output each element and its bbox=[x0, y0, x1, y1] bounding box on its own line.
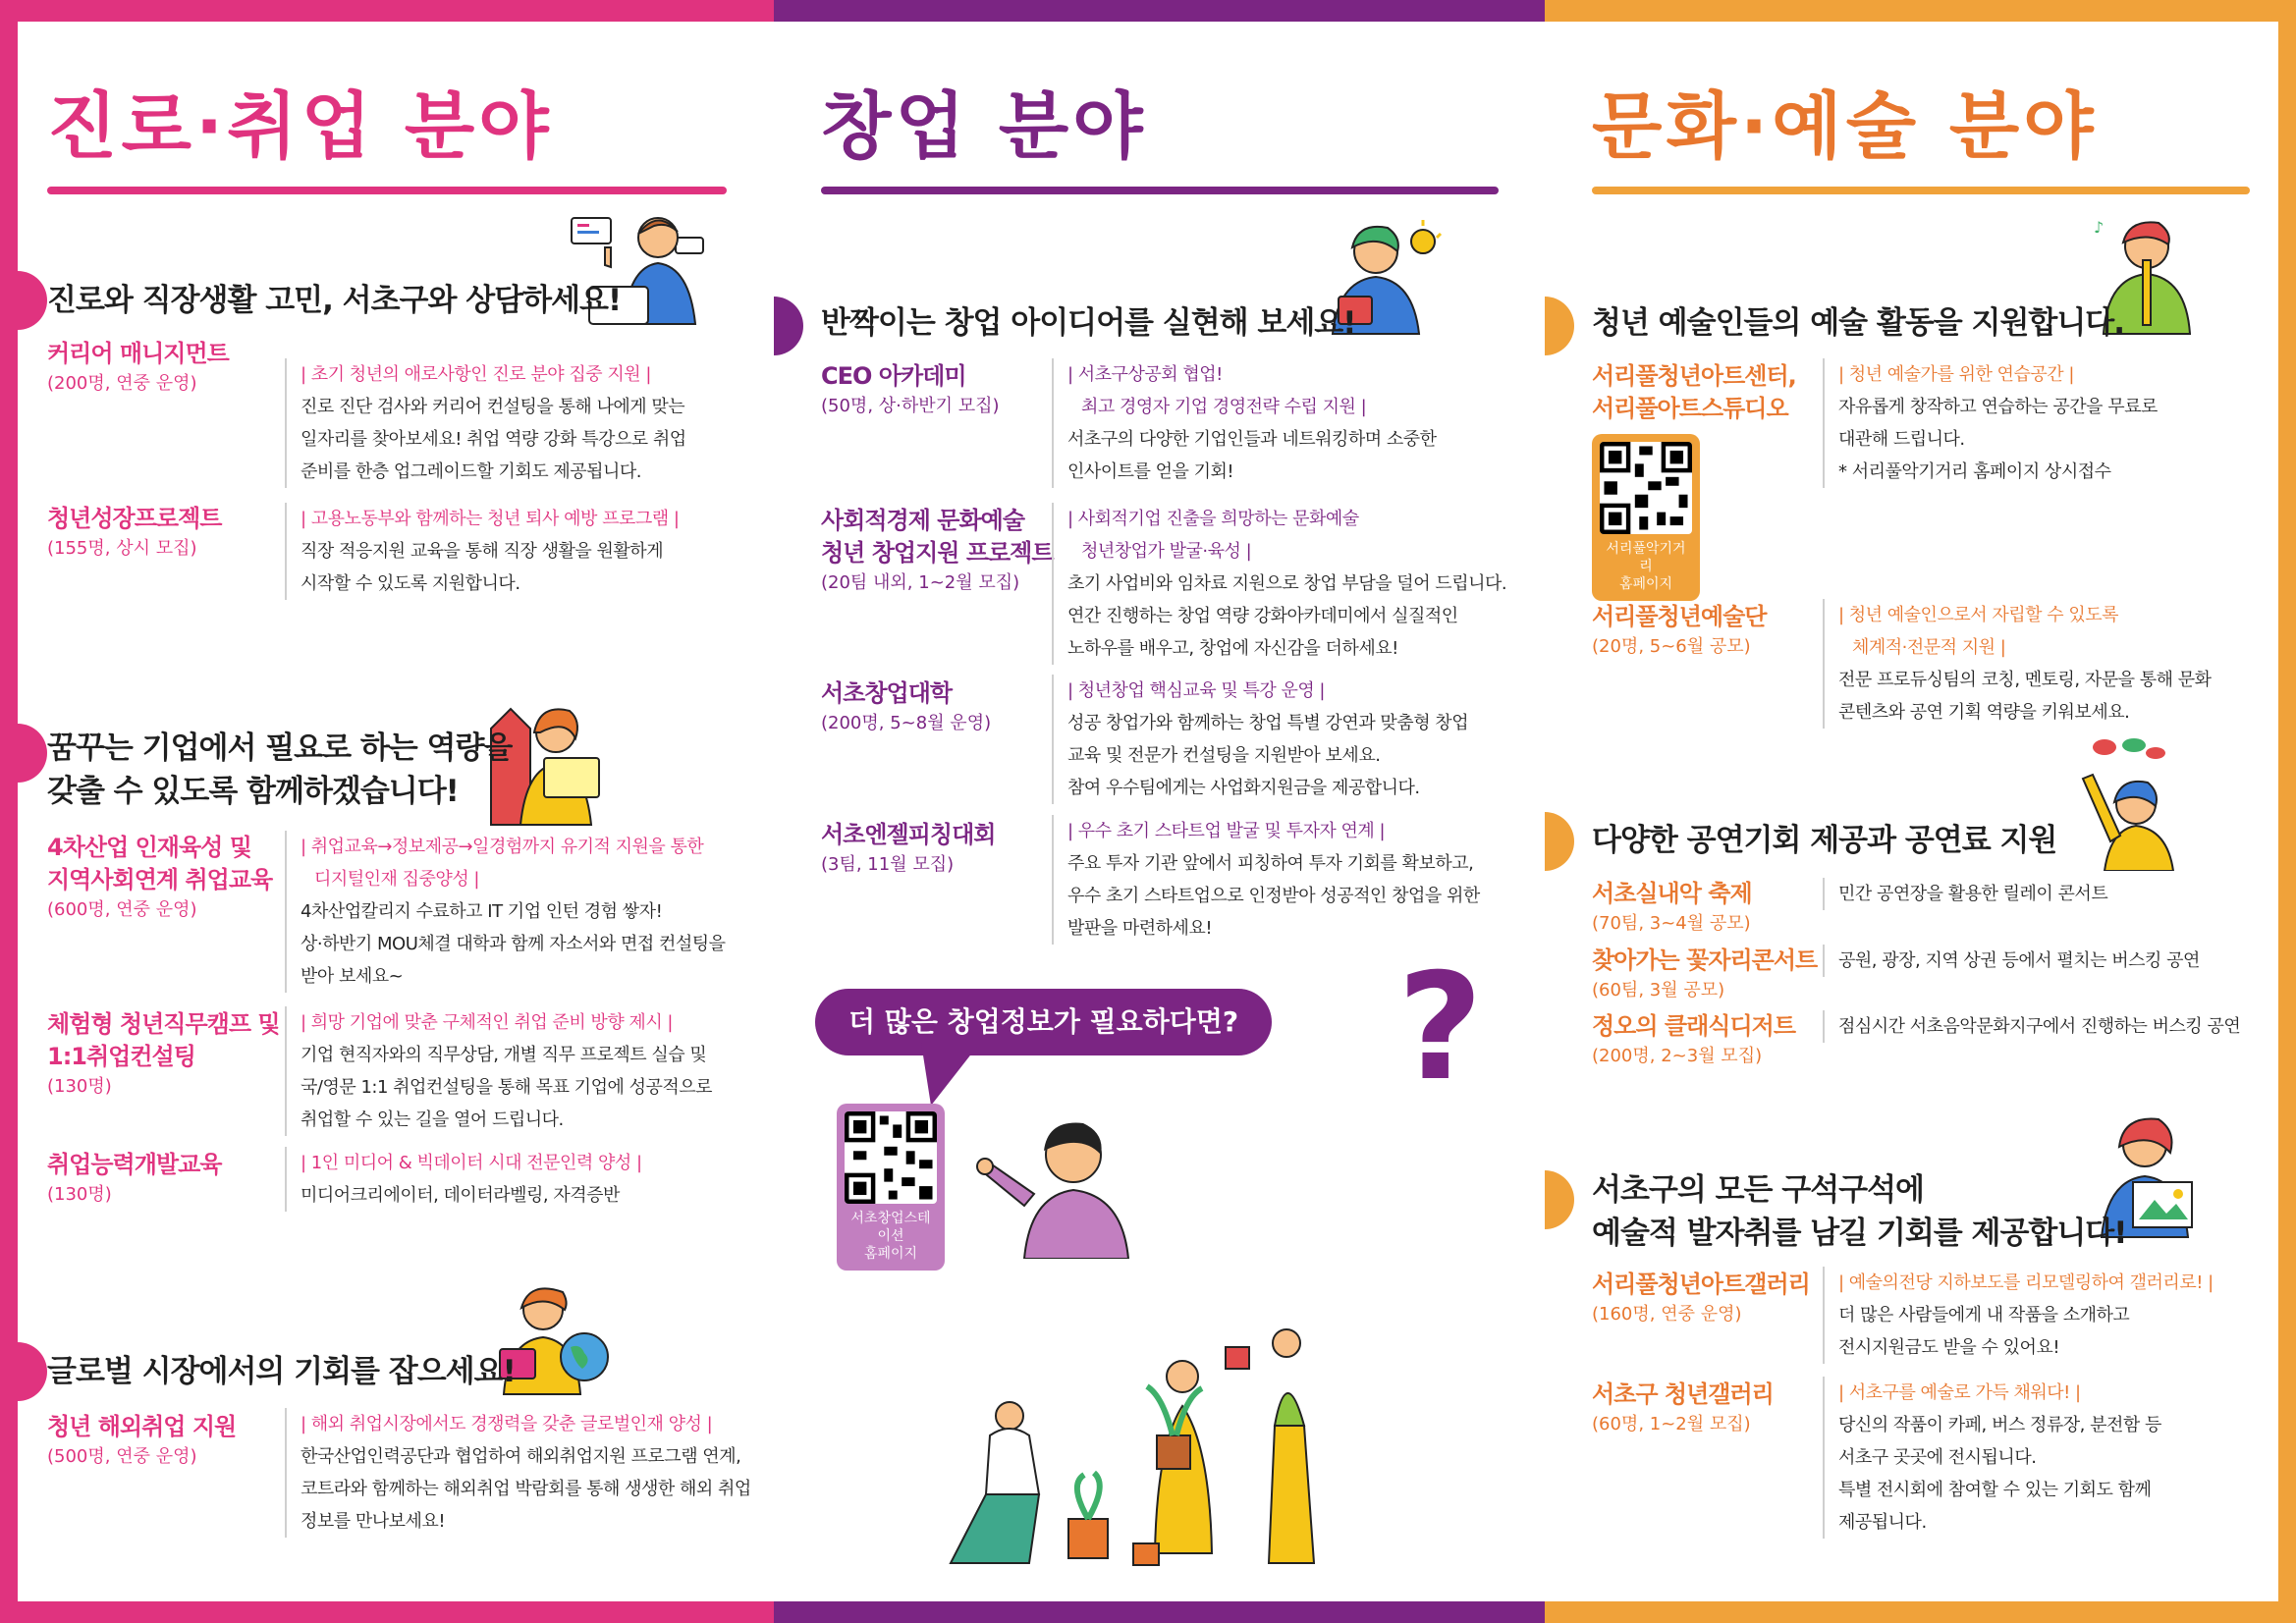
program-description bbox=[1823, 878, 2284, 910]
program-tag: 청년창업가 발굴·육성 | bbox=[1081, 541, 1252, 562]
instrument-street-qr[interactable] bbox=[1592, 434, 1700, 601]
program-tag: | 청년창업 핵심교육 및 특강 운영 | bbox=[1067, 680, 1326, 701]
program-description bbox=[1823, 599, 2274, 729]
program-name: 서리풀청년예술단 bbox=[1592, 603, 1767, 630]
program-meta: (130명) bbox=[47, 1076, 112, 1097]
description-line: * 서리풀악기거리 홈페이지 상시접수 bbox=[1838, 461, 2111, 482]
top-color-bar bbox=[0, 0, 2296, 22]
description-line: 국/영문 1:1 취업컨설팅을 통해 목표 기업에 성공적으로 bbox=[301, 1077, 713, 1098]
description-line: 더 많은 사람들에게 내 작품을 소개하고 bbox=[1838, 1305, 2130, 1325]
program-description bbox=[1052, 815, 1523, 945]
section-heading: 글로벌 시장에서의 기회를 잡으세요! bbox=[47, 1354, 516, 1389]
heading-line: 갖출 수 있도록 함께하겠습니다! bbox=[47, 774, 459, 809]
section-heading: 반짝이는 창업 아이디어를 실현해 보세요! bbox=[821, 305, 1356, 341]
program-description bbox=[285, 503, 746, 600]
section-marker bbox=[18, 1342, 47, 1401]
program-name: 청년 해외취업 지원 bbox=[47, 1413, 237, 1440]
description-line: 인사이트를 얻을 기회! bbox=[1067, 461, 1234, 482]
program-tag: | 사회적기업 진출을 희망하는 문화예술 bbox=[1067, 509, 1359, 529]
description-line: 기업 현직자와의 직무상담, 개별 직무 프로젝트 실습 및 bbox=[301, 1045, 707, 1065]
description-line: 제공됩니다. bbox=[1838, 1512, 1927, 1533]
description-line: 정보를 만나보세요! bbox=[301, 1511, 446, 1532]
qr-caption: 홈페이지 bbox=[863, 1246, 918, 1262]
startup-station-qr[interactable] bbox=[837, 1104, 945, 1271]
description-line: 주요 투자 기관 앞에서 피칭하여 투자 기회를 확보하고, bbox=[1067, 853, 1474, 874]
program-tag: | 초기 청년의 애로사항인 진로 분야 집중 지원 | bbox=[301, 364, 651, 385]
program-meta: (200명, 2~3월 모집) bbox=[1592, 1046, 1763, 1066]
program-name: 찾아가는 꽃자리콘서트 bbox=[1592, 947, 1818, 974]
program-angel-pitching bbox=[821, 819, 1057, 879]
description-line: 코트라와 함께하는 해외취업 박람회를 통해 생생한 해외 취업 bbox=[301, 1479, 751, 1499]
pointing-person-illustration bbox=[975, 1111, 1142, 1263]
description-line: 초기 사업비와 임차료 지원으로 창업 부담을 덜어 드립니다. bbox=[1067, 573, 1507, 594]
program-name: 서리풀청년아트센터, bbox=[1592, 362, 1796, 390]
description-line: 특별 전시회에 참여할 수 있는 기회도 함께 bbox=[1838, 1480, 2152, 1500]
startup-column bbox=[774, 22, 1545, 1601]
program-description bbox=[1823, 1377, 2284, 1539]
heading-line: 예술적 발자취를 남길 기회를 제공합니다! bbox=[1592, 1216, 2127, 1251]
program-tag: | 취업교육→정보제공→일경험까지 유기적 지원을 통한 bbox=[301, 837, 704, 857]
section-heading: 진로와 직장생활 고민, 서초구와 상담하세요! bbox=[47, 283, 622, 318]
question-mark-icon: ? bbox=[1397, 943, 1484, 1113]
description-line: 대관해 드립니다. bbox=[1838, 429, 1965, 450]
program-description bbox=[1823, 945, 2284, 977]
program-ceo-academy bbox=[821, 360, 1057, 420]
description-line: 참여 우수팀에게는 사업화지원금을 제공합니다. bbox=[1067, 778, 1420, 798]
description-line: 상·하반기 MOU체결 대학과 함께 자소서와 면접 컨설팅을 bbox=[301, 934, 726, 954]
program-name: 서초엔젤피칭대회 bbox=[821, 821, 996, 848]
description-line: 취업할 수 있는 길을 열어 드립니다. bbox=[301, 1109, 564, 1130]
program-tag: | 희망 기업에 맞춘 구체적인 취업 준비 방향 제시 | bbox=[301, 1012, 673, 1033]
program-name: 취업능력개발교육 bbox=[47, 1151, 222, 1178]
program-description bbox=[285, 1147, 756, 1212]
program-description bbox=[1823, 1010, 2284, 1043]
description-line: 점심시간 서초음악문화지구에서 진행하는 버스킹 공연 bbox=[1838, 1016, 2241, 1037]
program-tag: | 1인 미디어 & 빅데이터 시대 전문인력 양성 | bbox=[301, 1153, 642, 1173]
program-name: 서초구 청년갤러리 bbox=[1592, 1380, 1774, 1408]
program-chamber-festival bbox=[1592, 878, 1828, 938]
program-description bbox=[1052, 358, 1523, 488]
description-line: 전문 프로듀싱팀의 코칭, 멘토링, 자문을 통해 문화 bbox=[1838, 670, 2212, 690]
program-job-camp bbox=[47, 1008, 288, 1101]
heading-line: 서초구의 모든 구석구석에 bbox=[1592, 1172, 1924, 1208]
qr-code-icon bbox=[845, 1111, 937, 1204]
program-name: 사회적경제 문화예술 bbox=[821, 507, 1025, 534]
bubble-tail bbox=[921, 1043, 990, 1111]
qr-caption: 서초창업스테이션 bbox=[850, 1211, 931, 1244]
program-name: 지역사회연계 취업교육 bbox=[47, 866, 273, 893]
program-name: 서리풀청년아트갤러리 bbox=[1592, 1271, 1810, 1298]
description-line: 진로 진단 검사와 커리어 컨설팅을 통해 나에게 맞는 bbox=[301, 397, 685, 417]
description-line: 직장 적응지원 교육을 통해 직장 생활을 원활하게 bbox=[301, 541, 664, 562]
section-marker bbox=[18, 271, 47, 330]
description-line: 성공 창업가와 함께하는 창업 특별 강연과 맞춤형 창업 bbox=[1067, 713, 1469, 733]
program-youth-art-troupe bbox=[1592, 601, 1828, 661]
program-name: 커리어 매니지먼트 bbox=[47, 340, 229, 367]
program-meta: (155명, 상시 모집) bbox=[47, 538, 197, 559]
section-marker bbox=[18, 724, 47, 783]
program-tag: | 서초구상공회 협업! bbox=[1067, 364, 1223, 385]
description-line: 받아 보세요~ bbox=[301, 966, 404, 987]
program-description bbox=[285, 1408, 766, 1538]
program-meta: (20팀 내외, 1~2월 모집) bbox=[821, 572, 1020, 593]
description-line: 공원, 광장, 지역 상권 등에서 펼치는 버스킹 공연 bbox=[1838, 950, 2200, 971]
description-line: 일자리를 찾아보세요! 취업 역량 강화 특강으로 취업 bbox=[301, 429, 686, 450]
qr-caption: 홈페이지 bbox=[1618, 576, 1673, 592]
svg-text:♪: ♪ bbox=[2094, 218, 2105, 237]
program-tag: | 청년 예술가를 위한 연습공간 | bbox=[1838, 364, 2074, 385]
program-meta: (50명, 상·하반기 모집) bbox=[821, 396, 1000, 416]
description-line: 노하우를 배우고, 창업에 자신감을 더하세요! bbox=[1067, 638, 1398, 659]
career-column bbox=[0, 22, 774, 1601]
description-line: 교육 및 전문가 컨설팅을 지원받아 보세요. bbox=[1067, 745, 1381, 766]
program-description bbox=[285, 831, 756, 993]
program-description bbox=[1823, 1267, 2284, 1364]
description-line: 우수 초기 스타트업으로 인정받아 성공적인 창업을 위한 bbox=[1067, 886, 1480, 906]
program-tag: 최고 경영자 기업 경영전략 수립 지원 | bbox=[1081, 397, 1367, 417]
startup-title: 창업 분야 bbox=[821, 84, 1147, 169]
description-line: 발판을 마련하세요! bbox=[1067, 918, 1213, 939]
program-description bbox=[285, 1006, 756, 1136]
program-meta: (600명, 연중 운영) bbox=[47, 899, 197, 920]
description-line: 당신의 작품이 카페, 버스 정류장, 분전함 등 bbox=[1838, 1415, 2161, 1435]
program-social-economy bbox=[821, 505, 1062, 597]
program-name: CEO 아카데미 bbox=[821, 362, 966, 390]
description-line: 전시지원금도 받을 수 있어요! bbox=[1838, 1337, 2060, 1358]
section-marker bbox=[1545, 1170, 1574, 1229]
qr-caption: 서리풀악기거리 bbox=[1606, 541, 1686, 574]
program-tag: | 서초구를 예술로 가득 채워다! | bbox=[1838, 1382, 2081, 1403]
program-noon-classic bbox=[1592, 1010, 1828, 1070]
program-youth-art-gallery bbox=[1592, 1269, 1828, 1328]
description-line: 서초구의 다양한 기업인들과 네트워킹하며 소중한 bbox=[1067, 429, 1437, 450]
program-name: 서리풀아트스튜디오 bbox=[1592, 395, 1788, 422]
program-seoripul-art-center bbox=[1592, 360, 1828, 425]
description-line: 서초구 곳곳에 전시됩니다. bbox=[1838, 1447, 2037, 1468]
program-meta: (3팀, 11월 모집) bbox=[821, 854, 955, 875]
bottom-color-bar bbox=[0, 1601, 2296, 1623]
painter-illustration bbox=[2065, 733, 2193, 875]
program-description bbox=[1052, 503, 1523, 665]
section-marker bbox=[1545, 297, 1574, 355]
description-line: 자유롭게 창작하고 연습하는 공간을 무료로 bbox=[1838, 397, 2158, 417]
program-description bbox=[285, 358, 746, 488]
program-meta: (160명, 연중 운영) bbox=[1592, 1304, 1742, 1325]
more-info-bubble: 더 많은 창업정보가 필요하다면? bbox=[815, 989, 1272, 1055]
program-name: 4차산업 인재육성 및 bbox=[47, 834, 251, 861]
program-description bbox=[1823, 358, 2274, 488]
program-flower-concert bbox=[1592, 945, 1828, 1004]
startup-title-rule bbox=[821, 187, 1499, 194]
program-meta: (60명, 1~2월 모집) bbox=[1592, 1414, 1751, 1434]
culture-title-rule bbox=[1592, 187, 2250, 194]
section-heading bbox=[47, 727, 512, 813]
program-tag: | 해외 취업시장에서도 경쟁력을 갖춘 글로벌인재 양성 | bbox=[301, 1414, 713, 1434]
career-title: 진로·취업 분야 bbox=[47, 84, 553, 169]
program-job-skills bbox=[47, 1149, 288, 1209]
program-description bbox=[1052, 675, 1523, 804]
program-seocho-youth-gallery bbox=[1592, 1379, 1828, 1438]
program-meta: (200명, 5~8월 운영) bbox=[821, 713, 992, 733]
qr-code-icon bbox=[1600, 442, 1692, 534]
section-marker bbox=[1545, 812, 1574, 871]
description-line: 콘텐츠와 공연 기획 역량을 키워보세요. bbox=[1838, 702, 2130, 723]
program-tag: 체계적·전문적 지원 | bbox=[1852, 637, 2006, 658]
section-marker bbox=[774, 297, 803, 355]
culture-column bbox=[1545, 22, 2296, 1601]
program-tag: | 고용노동부와 함께하는 청년 퇴사 예방 프로그램 | bbox=[301, 509, 680, 529]
program-youth-growth bbox=[47, 503, 283, 563]
program-meta: (500명, 연중 운영) bbox=[47, 1446, 197, 1467]
description-line: 미디어크리에이터, 데이터라벨링, 자격증반 bbox=[301, 1185, 620, 1206]
section-heading bbox=[1592, 1168, 2126, 1255]
program-name: 서초창업대학 bbox=[821, 679, 953, 707]
section-heading: 청년 예술인들의 예술 활동을 지원합니다. bbox=[1592, 305, 2125, 341]
program-meta: (200명, 연중 운영) bbox=[47, 373, 197, 394]
heading-line: 꿈꾸는 기업에서 필요로 하는 역량을 bbox=[47, 730, 513, 766]
program-tag: | 예술의전당 지하보도를 리모델링하여 갤러리로! | bbox=[1838, 1272, 2214, 1293]
program-name: 청년 창업지원 프로젝트 bbox=[821, 539, 1054, 567]
program-startup-college bbox=[821, 677, 1057, 737]
program-overseas-job bbox=[47, 1411, 288, 1471]
program-tag: | 청년 예술인으로서 자립할 수 있도록 bbox=[1838, 605, 2118, 625]
description-line: 4차산업칼리지 수료하고 IT 기업 인턴 경험 쌓자! bbox=[301, 901, 663, 922]
description-line: 한국산업인력공단과 협업하여 해외취업지원 프로그램 연계, bbox=[301, 1446, 741, 1467]
culture-title: 문화·예술 분야 bbox=[1592, 84, 2098, 169]
description-line: 준비를 한층 업그레이드할 기회도 제공됩니다. bbox=[301, 461, 641, 482]
program-meta: (70팀, 3~4월 공모) bbox=[1592, 913, 1751, 934]
program-name: 청년성장프로젝트 bbox=[47, 505, 222, 532]
program-career-management bbox=[47, 338, 283, 398]
program-name: 서초실내악 축제 bbox=[1592, 880, 1752, 907]
program-tag: 디지털인재 집중양성 | bbox=[314, 869, 479, 890]
description-line: 연간 진행하는 창업 역량 강화아카데미에서 실질적인 bbox=[1067, 606, 1458, 626]
program-4th-industry bbox=[47, 832, 288, 924]
program-name: 체험형 청년직무캠프 및 bbox=[47, 1010, 280, 1038]
program-name: 1:1취업컨설팅 bbox=[47, 1043, 195, 1070]
description-line: 민간 공연장을 활용한 릴레이 콘서트 bbox=[1838, 884, 2108, 904]
section-heading: 다양한 공연기회 제공과 공연료 지원 bbox=[1592, 823, 2057, 858]
career-title-rule bbox=[47, 187, 727, 194]
gardening-people-illustration bbox=[892, 1308, 1324, 1577]
program-meta: (60팀, 3월 공모) bbox=[1592, 980, 1725, 1001]
program-meta: (20명, 5~6월 공모) bbox=[1592, 636, 1751, 657]
program-meta: (130명) bbox=[47, 1184, 112, 1205]
description-line: 시작할 수 있도록 지원합니다. bbox=[301, 573, 520, 594]
program-tag: | 우수 초기 스타트업 발굴 및 투자자 연계 | bbox=[1067, 821, 1386, 841]
program-name: 정오의 클래식디저트 bbox=[1592, 1012, 1796, 1040]
